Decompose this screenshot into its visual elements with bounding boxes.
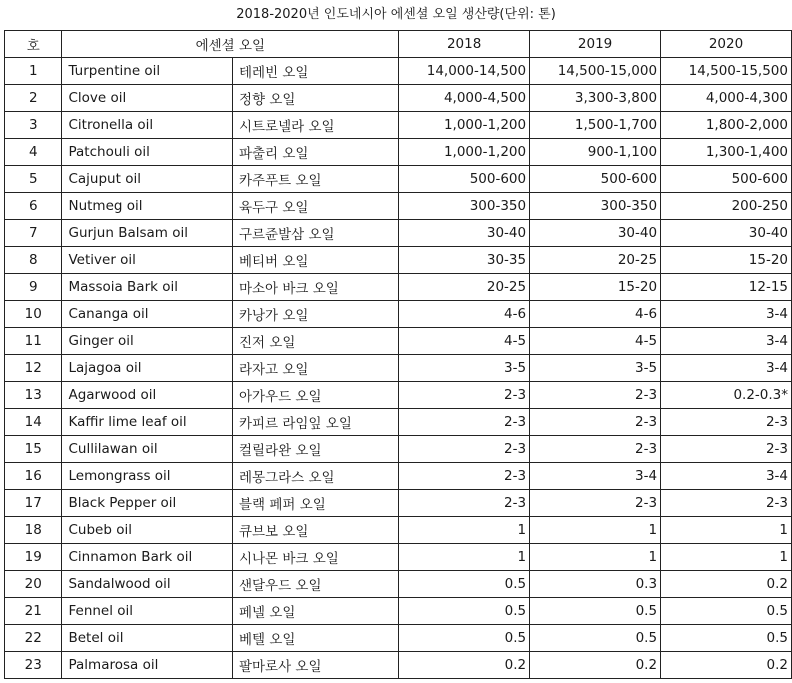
production-2018: 2-3 bbox=[399, 436, 530, 463]
production-2018: 500-600 bbox=[399, 166, 530, 193]
oil-name-korean: 카피르 라임잎 오일 bbox=[232, 409, 398, 436]
production-2018: 2-3 bbox=[399, 490, 530, 517]
oil-name-korean: 컬릴라완 오일 bbox=[232, 436, 398, 463]
row-number: 23 bbox=[5, 652, 62, 679]
row-number: 11 bbox=[5, 328, 62, 355]
table-row bbox=[5, 517, 792, 544]
production-2018: 30-35 bbox=[399, 247, 530, 274]
oil-name-english: Turpentine oil bbox=[62, 58, 232, 85]
production-2019: 20-25 bbox=[530, 247, 661, 274]
production-2020: 2-3 bbox=[661, 436, 792, 463]
oil-name-korean: 육두구 오일 bbox=[232, 193, 398, 220]
table-row bbox=[5, 571, 792, 598]
production-2020: 4,000-4,300 bbox=[661, 85, 792, 112]
table-row bbox=[5, 58, 792, 85]
production-2020: 12-15 bbox=[661, 274, 792, 301]
table-row bbox=[5, 598, 792, 625]
row-number: 1 bbox=[5, 58, 62, 85]
oil-name-korean: 파출리 오일 bbox=[232, 139, 398, 166]
production-2019: 1,500-1,700 bbox=[530, 112, 661, 139]
oil-name-korean: 샌달우드 오일 bbox=[232, 571, 398, 598]
production-2018: 2-3 bbox=[399, 382, 530, 409]
header-year-2018: 2018 bbox=[399, 31, 530, 58]
production-2019: 0.5 bbox=[530, 625, 661, 652]
production-2019: 2-3 bbox=[530, 382, 661, 409]
row-number: 9 bbox=[5, 274, 62, 301]
oil-name-english: Ginger oil bbox=[62, 328, 232, 355]
oil-name-english: Vetiver oil bbox=[62, 247, 232, 274]
row-number: 14 bbox=[5, 409, 62, 436]
production-2018: 300-350 bbox=[399, 193, 530, 220]
row-number: 6 bbox=[5, 193, 62, 220]
production-2020: 14,500-15,500 bbox=[661, 58, 792, 85]
production-2019: 3,300-3,800 bbox=[530, 85, 661, 112]
oil-name-korean: 페넬 오일 bbox=[232, 598, 398, 625]
oil-name-english: Sandalwood oil bbox=[62, 571, 232, 598]
table-row bbox=[5, 193, 792, 220]
row-number: 21 bbox=[5, 598, 62, 625]
production-2018: 2-3 bbox=[399, 463, 530, 490]
oil-name-korean: 구르쥰발삼 오일 bbox=[232, 220, 398, 247]
oil-name-korean: 카주푸트 오일 bbox=[232, 166, 398, 193]
production-2019: 3-4 bbox=[530, 463, 661, 490]
production-2019: 14,500-15,000 bbox=[530, 58, 661, 85]
production-2020: 15-20 bbox=[661, 247, 792, 274]
oil-name-english: Patchouli oil bbox=[62, 139, 232, 166]
production-2020: 1,800-2,000 bbox=[661, 112, 792, 139]
production-2020: 1 bbox=[661, 517, 792, 544]
production-2018: 30-40 bbox=[399, 220, 530, 247]
row-number: 4 bbox=[5, 139, 62, 166]
table-row bbox=[5, 220, 792, 247]
oil-name-english: Agarwood oil bbox=[62, 382, 232, 409]
production-2018: 14,000-14,500 bbox=[399, 58, 530, 85]
production-2019: 500-600 bbox=[530, 166, 661, 193]
table-row bbox=[5, 355, 792, 382]
production-2018: 4,000-4,500 bbox=[399, 85, 530, 112]
table-row bbox=[5, 652, 792, 679]
production-2020: 1 bbox=[661, 544, 792, 571]
production-2020: 200-250 bbox=[661, 193, 792, 220]
production-2020: 500-600 bbox=[661, 166, 792, 193]
header-year-2019: 2019 bbox=[530, 31, 661, 58]
row-number: 18 bbox=[5, 517, 62, 544]
row-number: 7 bbox=[5, 220, 62, 247]
production-2018: 0.5 bbox=[399, 598, 530, 625]
row-number: 12 bbox=[5, 355, 62, 382]
oil-name-english: Gurjun Balsam oil bbox=[62, 220, 232, 247]
oil-name-korean: 큐브보 오일 bbox=[232, 517, 398, 544]
row-number: 13 bbox=[5, 382, 62, 409]
production-2018: 1 bbox=[399, 544, 530, 571]
production-2018: 4-6 bbox=[399, 301, 530, 328]
production-2018: 0.5 bbox=[399, 571, 530, 598]
row-number: 2 bbox=[5, 85, 62, 112]
row-number: 20 bbox=[5, 571, 62, 598]
oil-name-english: Cajuput oil bbox=[62, 166, 232, 193]
oil-name-korean: 카낭가 오일 bbox=[232, 301, 398, 328]
production-2020: 0.2 bbox=[661, 652, 792, 679]
production-2020: 0.5 bbox=[661, 598, 792, 625]
oil-name-korean: 정향 오일 bbox=[232, 85, 398, 112]
oil-name-english: Cubeb oil bbox=[62, 517, 232, 544]
production-2019: 1 bbox=[530, 517, 661, 544]
row-number: 17 bbox=[5, 490, 62, 517]
production-2020: 2-3 bbox=[661, 409, 792, 436]
production-2018: 1 bbox=[399, 517, 530, 544]
production-2020: 3-4 bbox=[661, 463, 792, 490]
table-row bbox=[5, 85, 792, 112]
oil-name-korean: 마소아 바크 오일 bbox=[232, 274, 398, 301]
production-2018: 4-5 bbox=[399, 328, 530, 355]
oil-name-korean: 아가우드 오일 bbox=[232, 382, 398, 409]
production-2018: 0.5 bbox=[399, 625, 530, 652]
oil-name-english: Fennel oil bbox=[62, 598, 232, 625]
oil-name-english: Cinnamon Bark oil bbox=[62, 544, 232, 571]
oil-name-english: Cananga oil bbox=[62, 301, 232, 328]
production-2018: 0.2 bbox=[399, 652, 530, 679]
oil-name-english: Clove oil bbox=[62, 85, 232, 112]
row-number: 10 bbox=[5, 301, 62, 328]
production-2019: 0.5 bbox=[530, 598, 661, 625]
production-2019: 15-20 bbox=[530, 274, 661, 301]
oil-name-korean: 시나몬 바크 오일 bbox=[232, 544, 398, 571]
table-row bbox=[5, 301, 792, 328]
table-row bbox=[5, 544, 792, 571]
table-row bbox=[5, 625, 792, 652]
table-row bbox=[5, 274, 792, 301]
production-2019: 900-1,100 bbox=[530, 139, 661, 166]
oil-name-english: Cullilawan oil bbox=[62, 436, 232, 463]
table-row bbox=[5, 112, 792, 139]
production-2020: 2-3 bbox=[661, 490, 792, 517]
oil-name-english: Kaffir lime leaf oil bbox=[62, 409, 232, 436]
oil-name-english: Citronella oil bbox=[62, 112, 232, 139]
row-number: 3 bbox=[5, 112, 62, 139]
oil-name-korean: 베티버 오일 bbox=[232, 247, 398, 274]
header-year-2020: 2020 bbox=[661, 31, 792, 58]
production-2020: 1,300-1,400 bbox=[661, 139, 792, 166]
oil-name-korean: 블랙 페퍼 오일 bbox=[232, 490, 398, 517]
oil-name-english: Betel oil bbox=[62, 625, 232, 652]
oil-name-english: Nutmeg oil bbox=[62, 193, 232, 220]
production-2020: 30-40 bbox=[661, 220, 792, 247]
table-row bbox=[5, 409, 792, 436]
row-number: 16 bbox=[5, 463, 62, 490]
production-2019: 2-3 bbox=[530, 490, 661, 517]
production-2019: 0.3 bbox=[530, 571, 661, 598]
table-row bbox=[5, 463, 792, 490]
production-2019: 2-3 bbox=[530, 436, 661, 463]
header-number: 호 bbox=[5, 31, 62, 58]
table-row bbox=[5, 247, 792, 274]
production-2019: 2-3 bbox=[530, 409, 661, 436]
row-number: 8 bbox=[5, 247, 62, 274]
essential-oil-production-table bbox=[4, 30, 792, 679]
oil-name-english: Lemongrass oil bbox=[62, 463, 232, 490]
production-2020: 3-4 bbox=[661, 328, 792, 355]
table-row bbox=[5, 139, 792, 166]
production-2018: 3-5 bbox=[399, 355, 530, 382]
row-number: 5 bbox=[5, 166, 62, 193]
production-2019: 3-5 bbox=[530, 355, 661, 382]
oil-name-korean: 라자고 오일 bbox=[232, 355, 398, 382]
production-2019: 4-6 bbox=[530, 301, 661, 328]
table-row bbox=[5, 166, 792, 193]
oil-name-english: Massoia Bark oil bbox=[62, 274, 232, 301]
table-title: 2018-2020년 인도네시아 에센셜 오일 생산량(단위: 톤) bbox=[236, 7, 556, 22]
oil-name-english: Lajagoa oil bbox=[62, 355, 232, 382]
production-2019: 4-5 bbox=[530, 328, 661, 355]
production-2018: 20-25 bbox=[399, 274, 530, 301]
production-2019: 1 bbox=[530, 544, 661, 571]
row-number: 22 bbox=[5, 625, 62, 652]
production-2020: 0.2 bbox=[661, 571, 792, 598]
production-2019: 0.2 bbox=[530, 652, 661, 679]
oil-name-english: Palmarosa oil bbox=[62, 652, 232, 679]
table-row bbox=[5, 436, 792, 463]
production-2018: 1,000-1,200 bbox=[399, 139, 530, 166]
production-2020: 0.5 bbox=[661, 625, 792, 652]
production-2019: 300-350 bbox=[530, 193, 661, 220]
production-2018: 1,000-1,200 bbox=[399, 112, 530, 139]
production-2020: 3-4 bbox=[661, 301, 792, 328]
production-2018: 2-3 bbox=[399, 409, 530, 436]
oil-name-english: Black Pepper oil bbox=[62, 490, 232, 517]
table-row bbox=[5, 382, 792, 409]
row-number: 15 bbox=[5, 436, 62, 463]
table-header-row bbox=[5, 31, 792, 58]
production-2020: 0.2-0.3* bbox=[661, 382, 792, 409]
oil-name-korean: 베텔 오일 bbox=[232, 625, 398, 652]
oil-name-korean: 테레빈 오일 bbox=[232, 58, 398, 85]
row-number: 19 bbox=[5, 544, 62, 571]
oil-name-korean: 팔마로사 오일 bbox=[232, 652, 398, 679]
header-essential-oil: 에센셜 오일 bbox=[62, 31, 399, 58]
production-2020: 3-4 bbox=[661, 355, 792, 382]
oil-name-korean: 레몽그라스 오일 bbox=[232, 463, 398, 490]
table-row bbox=[5, 328, 792, 355]
production-2019: 30-40 bbox=[530, 220, 661, 247]
oil-name-korean: 진저 오일 bbox=[232, 328, 398, 355]
oil-name-korean: 시트로넬라 오일 bbox=[232, 112, 398, 139]
table-row bbox=[5, 490, 792, 517]
